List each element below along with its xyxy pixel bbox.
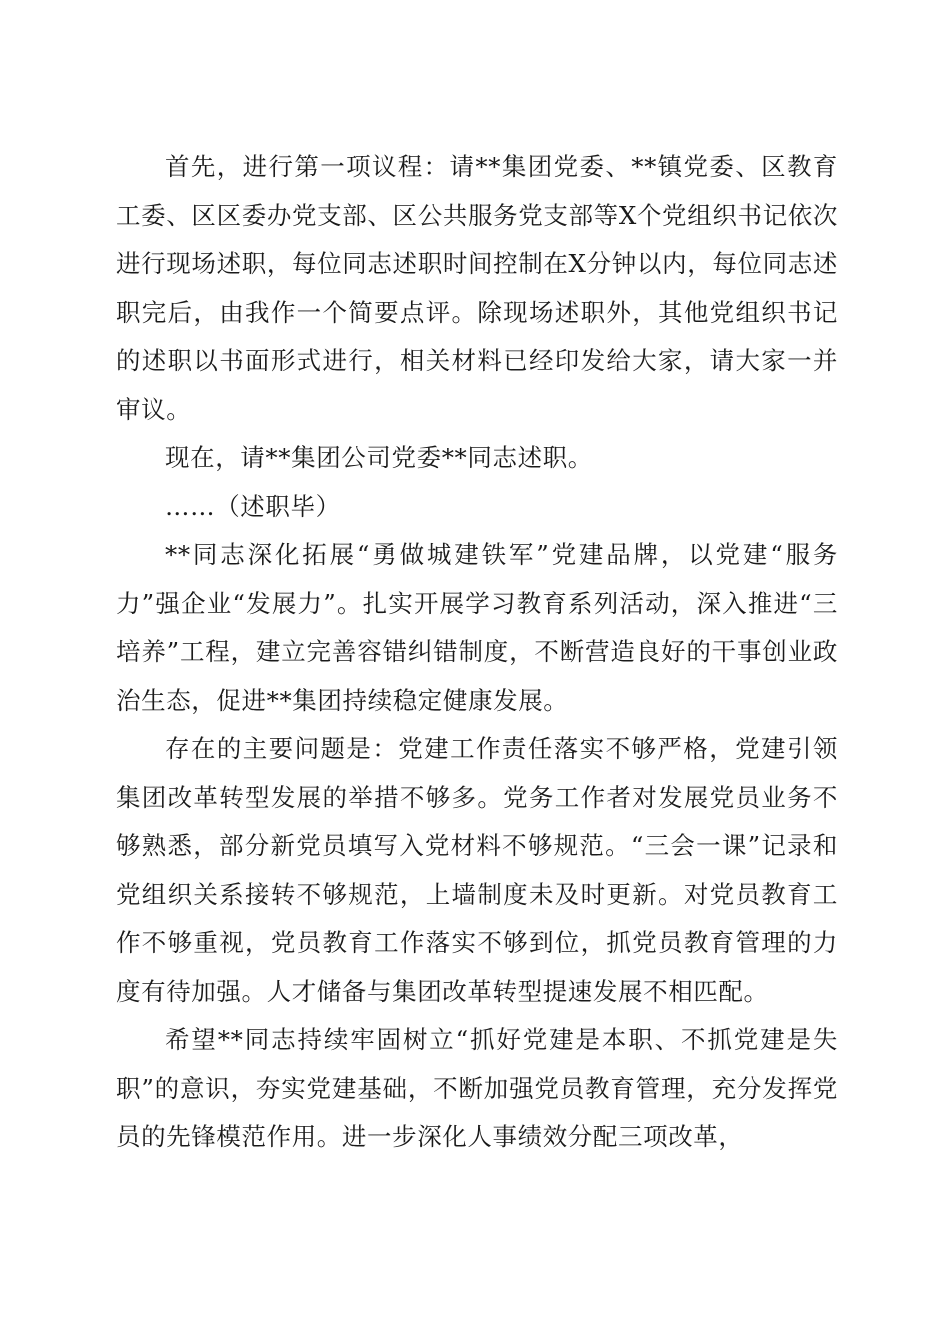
paragraph-expectations: 希望**同志持续牢固树立“抓好党建是本职、不抓党建是失职”的意识，夯实党建基础，不断加强党员教育管理，充分发挥党员的先锋模范作用。进一步深化人事绩效分配三项改革， bbox=[116, 1025, 838, 1151]
paragraph-problems: 存在的主要问题是：党建工作责任落实不够严格，党建引领集团改革转型发展的举措不够多。党务工作者对发展党员业务不够熟悉，部分新党员填写入党材料不够规范。“三会一课”记录和党组织关系接转不够规范，上墙制度未及时更新。对党员教育工作不够重视，党员教育工作落实不够到位，抓党员教育管理的力度有待加强。人才储备与集团改革转型提速发展不相匹配。 bbox=[116, 734, 838, 1006]
paragraph-evaluation: **同志深化拓展“勇做城建铁军”党建品牌，以党建“服务力”强企业“发展力”。扎实开展学习教育系列活动，深入推进“三培养”工程，建立完善容错纠错制度，不断营造良好的干事创业政治生态，促进**集团持续稳定健康发展。 bbox=[116, 540, 838, 715]
paragraph-agenda: 首先，进行第一项议程：请**集团党委、**镇党委、区教育工委、区区委办党支部、区公共服务党支部等X个党组织书记依次进行现场述职，每位同志述职时间控制在X分钟以内，每位同志述职完后，由我作一个简要点评。除现场述职外，其他党组织书记的述职以书面形式进行，相关材料已经印发给大家，请大家一并审议。 bbox=[116, 152, 838, 424]
paragraph-invite: 现在，请**集团公司党委**同志述职。 bbox=[165, 443, 593, 472]
paragraph-report-end: ……（述职毕） bbox=[165, 491, 341, 521]
document-body bbox=[116, 143, 838, 1162]
